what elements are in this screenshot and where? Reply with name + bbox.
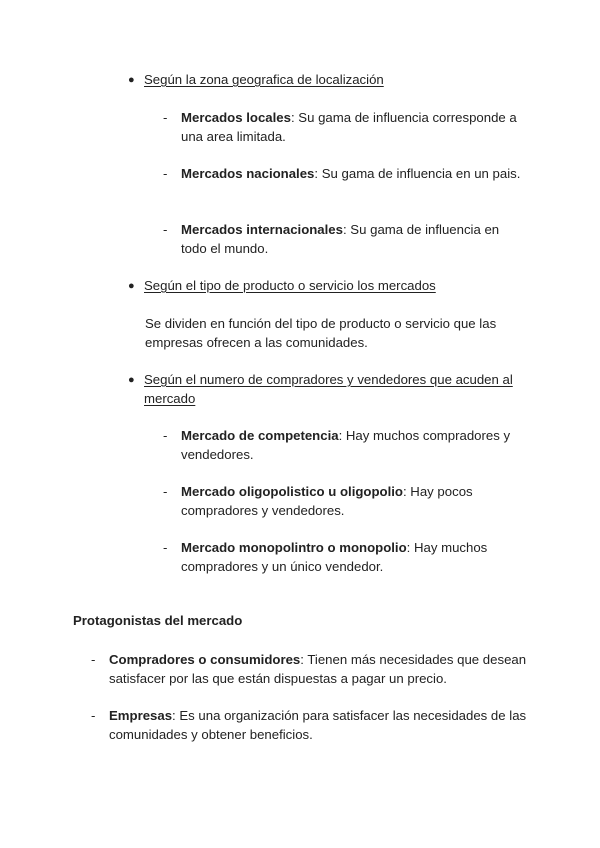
section-heading: Según la zona geografica de localización <box>144 72 384 87</box>
item-desc: : Hay muchos compradores y un único vendedor. <box>181 540 488 574</box>
dash-icon: - <box>163 110 168 125</box>
bullet-icon: ● <box>128 374 135 386</box>
item-desc: : Hay pocos compradores y vendedores. <box>181 484 473 518</box>
item-term: Mercados locales <box>181 110 291 125</box>
dash-icon: - <box>163 166 168 181</box>
dash-icon: - <box>163 484 168 499</box>
item-term: Mercado monopolintro o monopolio <box>181 540 407 555</box>
item-desc: : Tienen más necesidades que desean satisfacer por las que están dispuestas a pagar un precio. <box>109 652 527 686</box>
item-desc: : Su gama de influencia en un pais. <box>314 166 521 181</box>
item-desc: : Es una organización para satisfacer las necesidades de las comunidades y obtener beneficios. <box>109 708 527 742</box>
bullet-icon: ● <box>128 74 135 86</box>
item-term: Mercado de competencia <box>181 428 339 443</box>
dash-icon: - <box>91 652 96 667</box>
section-heading: Según el numero de compradores y vendedores que acuden al mercado <box>144 372 513 406</box>
item-term: Mercado oligopolistico u oligopolio <box>181 484 403 499</box>
section-paragraph: Se dividen en función del tipo de producto o servicio que las empresas ofrecen a las comunidades. <box>145 316 497 350</box>
item-term: Mercados nacionales <box>181 166 315 181</box>
section-title: Protagonistas del mercado <box>73 613 243 628</box>
item-desc: : Hay muchos compradores y vendedores. <box>181 428 511 462</box>
dash-icon: - <box>91 708 96 723</box>
dash-icon: - <box>163 540 168 555</box>
item-desc: : Su gama de influencia en todo el mundo. <box>181 222 500 256</box>
item-term: Compradores o consumidores <box>109 652 301 667</box>
bullet-icon: ● <box>128 280 135 292</box>
item-term: Empresas <box>109 708 173 723</box>
item-desc: : Su gama de influencia corresponde a una area limitada. <box>181 110 517 144</box>
dash-icon: - <box>163 428 168 443</box>
dash-icon: - <box>163 222 168 237</box>
section-heading: Según el tipo de producto o servicio los mercados <box>144 278 436 293</box>
item-term: Mercados internacionales <box>181 222 343 237</box>
